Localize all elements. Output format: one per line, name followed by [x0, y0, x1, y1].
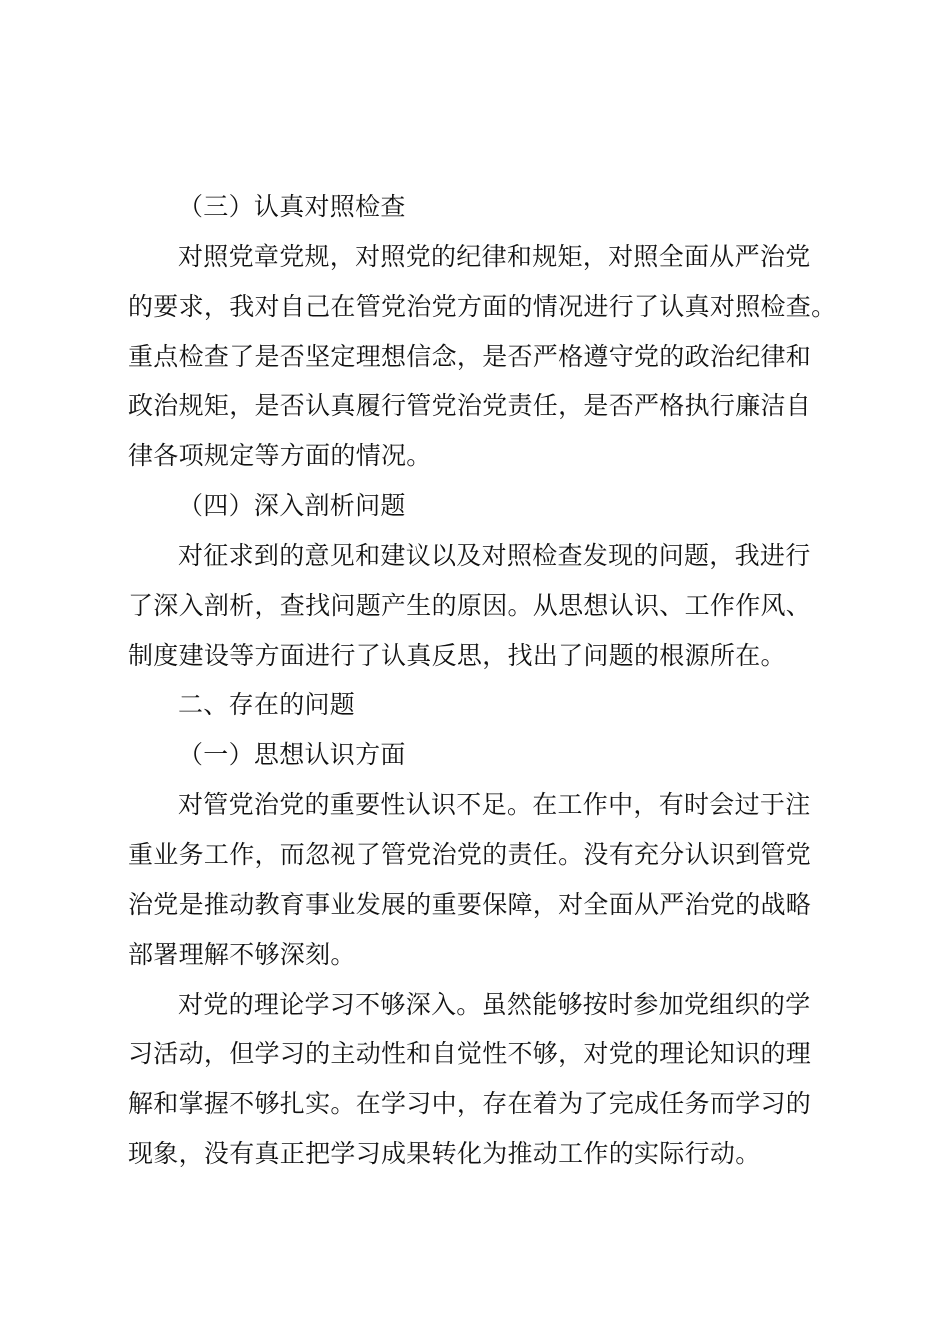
section-heading-4: （四）深入剖析问题 [178, 491, 406, 521]
paragraph-line: 对管党治党的重要性认识不足。在工作中，有时会过于注 [178, 790, 811, 820]
section-heading-1: （一）思想认识方面 [178, 740, 406, 770]
paragraph-line: 对征求到的意见和建议以及对照检查发现的问题，我进行 [178, 540, 811, 570]
paragraph-line: 律各项规定等方面的情况。 [128, 441, 432, 471]
paragraph-line: 对照党章党规，对照党的纪律和规矩，对照全面从严治党 [178, 241, 811, 271]
paragraph-line: 重业务工作，而忽视了管党治党的责任。没有充分认识到管党 [128, 839, 812, 869]
paragraph-line: 治党是推动教育事业发展的重要保障，对全面从严治党的战略 [128, 889, 812, 919]
paragraph-line: 部署理解不够深刻。 [128, 939, 356, 969]
paragraph-line: 对党的理论学习不够深入。虽然能够按时参加党组织的学 [178, 989, 811, 1019]
paragraph-line: 制度建设等方面进行了认真反思，找出了问题的根源所在。 [128, 640, 786, 670]
paragraph-line: 的要求，我对自己在管党治党方面的情况进行了认真对照检查。 [128, 291, 837, 321]
paragraph-line: 了深入剖析，查找问题产生的原因。从思想认识、工作作风、 [128, 590, 812, 620]
section-heading-3: （三）认真对照检查 [178, 192, 406, 221]
paragraph-line: 习活动，但学习的主动性和自觉性不够，对党的理论知识的理 [128, 1039, 812, 1069]
paragraph-line: 解和掌握不够扎实。在学习中，存在着为了完成任务而学习的 [128, 1089, 812, 1119]
paragraph-line: 政治规矩，是否认真履行管党治党责任，是否严格执行廉洁自 [128, 391, 812, 421]
paragraph-line: 现象，没有真正把学习成果转化为推动工作的实际行动。 [128, 1139, 761, 1169]
paragraph-line: 重点检查了是否坚定理想信念，是否严格遵守党的政治纪律和 [128, 341, 812, 371]
document-body [128, 182, 836, 1179]
chapter-heading-2: 二、存在的问题 [178, 690, 356, 720]
